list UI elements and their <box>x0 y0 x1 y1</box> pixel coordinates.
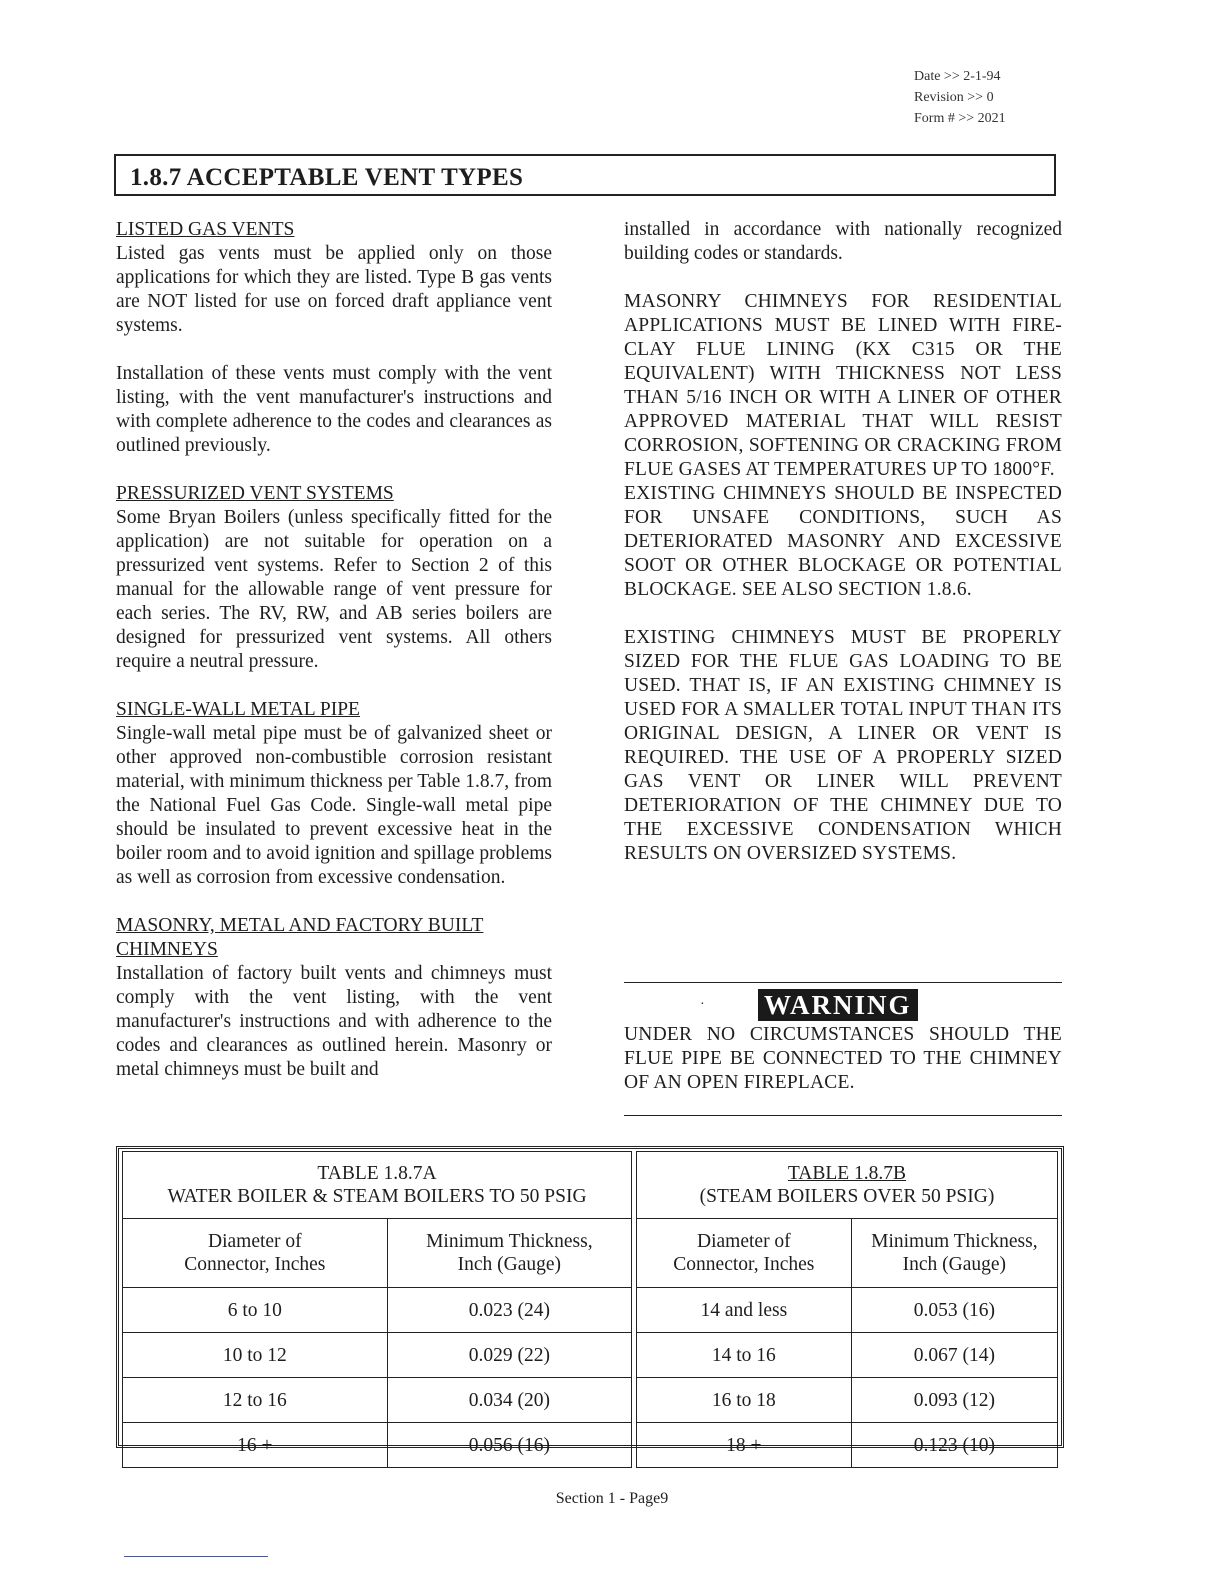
table-b-header-diameter-l1: Diameter of <box>697 1231 791 1252</box>
table-row <box>637 1423 1058 1468</box>
document-meta <box>914 66 1064 129</box>
meta-revision: Revision >> 0 <box>914 90 994 105</box>
table-b-header-diameter-l2: Connector, Inches <box>673 1254 815 1275</box>
table-cell: 0.067 (14) <box>851 1333 1057 1378</box>
table-cell: 0.023 (24) <box>387 1288 631 1333</box>
heading-single-wall: SINGLE-WALL METAL PIPE <box>116 699 360 720</box>
table-b-header-thickness <box>851 1219 1057 1288</box>
warning-label: WARNING <box>758 989 918 1021</box>
table-row <box>123 1423 632 1468</box>
paragraph-single-wall: Single-wall metal pipe must be of galvanized sheet or other approved non-combustible corrosion resistant material, with minimum thickness per Table 1.8.7, from the National Fuel Gas Code. Single-wall metal pipe should be insulated to prevent excessive heat in the boiler room and to avoid ignition and spillage problems as well as corrosion from excessive condensation. <box>116 723 552 888</box>
bottom-rule <box>124 1556 268 1557</box>
paragraph-listed-gas-vents: Listed gas vents must be applied only on those applications for which they are listed. Type B gas vents are NOT listed for use on forced draft appliance vent systems. <box>116 243 552 336</box>
table-b-header-diameter <box>637 1219 852 1288</box>
tables-frame <box>116 1146 1064 1456</box>
table-row <box>637 1288 1058 1333</box>
paragraph-inspect-chimneys: EXISTING CHIMNEYS SHOULD BE INSPECTED FOR UNSAFE CONDITIONS, SUCH AS DETERIORATED MASONRY AND EXCESSIVE SOOT OR OTHER BLOCKAGE OR POTENTIAL BLOCKAGE. SEE ALSO SECTION 1.8.6. <box>624 483 1062 600</box>
table-a-subtitle: WATER BOILER & STEAM BOILERS TO 50 PSIG <box>167 1186 587 1207</box>
table-a-title: TABLE 1.8.7A <box>317 1163 437 1184</box>
table-1-8-7b <box>636 1151 1058 1468</box>
paragraph-residential-chimneys: MASONRY CHIMNEYS FOR RESIDENTIAL APPLICATIONS MUST BE LINED WITH FIRE-CLAY FLUE LINING (KX C315 OR THE EQUIVALENT) WITH THICKNESS NOT LESS THAN 5/16 INCH OR WITH A LINER OF OTHER APPROVED MATERIAL THAT WILL RESIST CORROSION, SOFTENING OR CRACKING FROM FLUE GASES AT TEMPERATURES UP TO 1800°F. <box>624 291 1062 480</box>
table-row <box>123 1288 632 1333</box>
table-cell: 0.053 (16) <box>851 1288 1057 1333</box>
right-column <box>624 218 1062 866</box>
table-row <box>637 1333 1058 1378</box>
table-a-header-thickness <box>387 1219 631 1288</box>
table-b-header-thickness-l1: Minimum Thickness, <box>871 1231 1038 1252</box>
table-row <box>123 1378 632 1423</box>
table-row <box>637 1378 1058 1423</box>
table-cell: 0.034 (20) <box>387 1378 631 1423</box>
paragraph-masonry-chimneys: Installation of factory built vents and chimneys must comply with the vent listing, with the vent manufacturer's instructions and with adherence to the codes and clearances as outlined herein. Masonry or metal chimneys must be built and <box>116 963 552 1080</box>
table-row <box>123 1333 632 1378</box>
table-cell: 10 to 12 <box>123 1333 388 1378</box>
meta-form: Form # >> 2021 <box>914 111 1006 126</box>
table-cell: 14 and less <box>637 1288 852 1333</box>
table-1-8-7a <box>122 1151 632 1468</box>
table-b-caption <box>637 1152 1058 1219</box>
page-footer: Section 1 - Page9 <box>555 1490 669 1507</box>
paragraph-sized-chimneys: EXISTING CHIMNEYS MUST BE PROPERLY SIZED FOR THE FLUE GAS LOADING TO BE USED. THAT IS, IF AN EXISTING CHIMNEY IS USED FOR A SMALLER TOTAL INPUT THAN ITS ORIGINAL DESIGN, A LINER OR VENT IS REQUIRED. THE USE OF A PROPERLY SIZED GAS VENT OR LINER WILL PREVENT DETERIORATION OF THE CHIMNEY DUE TO THE EXCESSIVE CONDENSATION WHICH RESULTS ON OVERSIZED SYSTEMS. <box>624 627 1062 864</box>
table-a-header-thickness-l2: Inch (Gauge) <box>457 1254 562 1275</box>
heading-masonry-chimneys: MASONRY, METAL AND FACTORY BUILT CHIMNEYS <box>116 915 484 960</box>
table-cell: 0.029 (22) <box>387 1333 631 1378</box>
paragraph-installation: Installation of these vents must comply with the vent listing, with the vent manufacturer's instructions and with complete adherence to the codes and clearances as outlined previously. <box>116 363 552 456</box>
table-b-title: TABLE 1.8.7B <box>787 1163 907 1184</box>
warning-text: UNDER NO CIRCUMSTANCES SHOULD THE FLUE PIPE BE CONNECTED TO THE CHIMNEY OF AN OPEN FIREPLACE. <box>624 1024 1062 1093</box>
table-b-subtitle: (STEAM BOILERS OVER 50 PSIG) <box>699 1186 995 1207</box>
table-cell: 0.056 (16) <box>387 1423 631 1468</box>
table-a-header-diameter-l1: Diameter of <box>208 1231 302 1252</box>
table-cell: 16 + <box>123 1423 388 1468</box>
table-cell: 0.093 (12) <box>851 1378 1057 1423</box>
heading-listed-gas-vents: LISTED GAS VENTS <box>116 219 295 240</box>
section-title-box <box>114 154 1056 196</box>
table-a-header-diameter-l2: Connector, Inches <box>184 1254 326 1275</box>
table-a-header-diameter <box>123 1219 388 1288</box>
paragraph-installed: installed in accordance with nationally recognized building codes or standards. <box>624 219 1062 264</box>
heading-pressurized-vent: PRESSURIZED VENT SYSTEMS <box>116 483 394 504</box>
left-column <box>116 218 552 1082</box>
warning-dot: · <box>700 997 705 1012</box>
warning-block <box>624 982 1062 1116</box>
table-cell: 0.123 (10) <box>851 1423 1057 1468</box>
section-title: 1.8.7 ACCEPTABLE VENT TYPES <box>130 164 524 191</box>
table-b-header-thickness-l2: Inch (Gauge) <box>902 1254 1007 1275</box>
meta-date: Date >> 2-1-94 <box>914 69 1001 84</box>
table-a-caption <box>123 1152 632 1219</box>
paragraph-pressurized-vent: Some Bryan Boilers (unless specifically fitted for the application) are not suitable for operation on a pressurized vent systems. Refer to Section 2 of this manual for the allowable range of vent pressure for each series. The RV, RW, and AB series boilers are designed for pressurized vent systems. All others require a neutral pressure. <box>116 507 552 672</box>
table-a-header-thickness-l1: Minimum Thickness, <box>426 1231 593 1252</box>
table-cell: 12 to 16 <box>123 1378 388 1423</box>
table-cell: 14 to 16 <box>637 1333 852 1378</box>
table-cell: 18 + <box>637 1423 852 1468</box>
table-cell: 6 to 10 <box>123 1288 388 1333</box>
table-cell: 16 to 18 <box>637 1378 852 1423</box>
